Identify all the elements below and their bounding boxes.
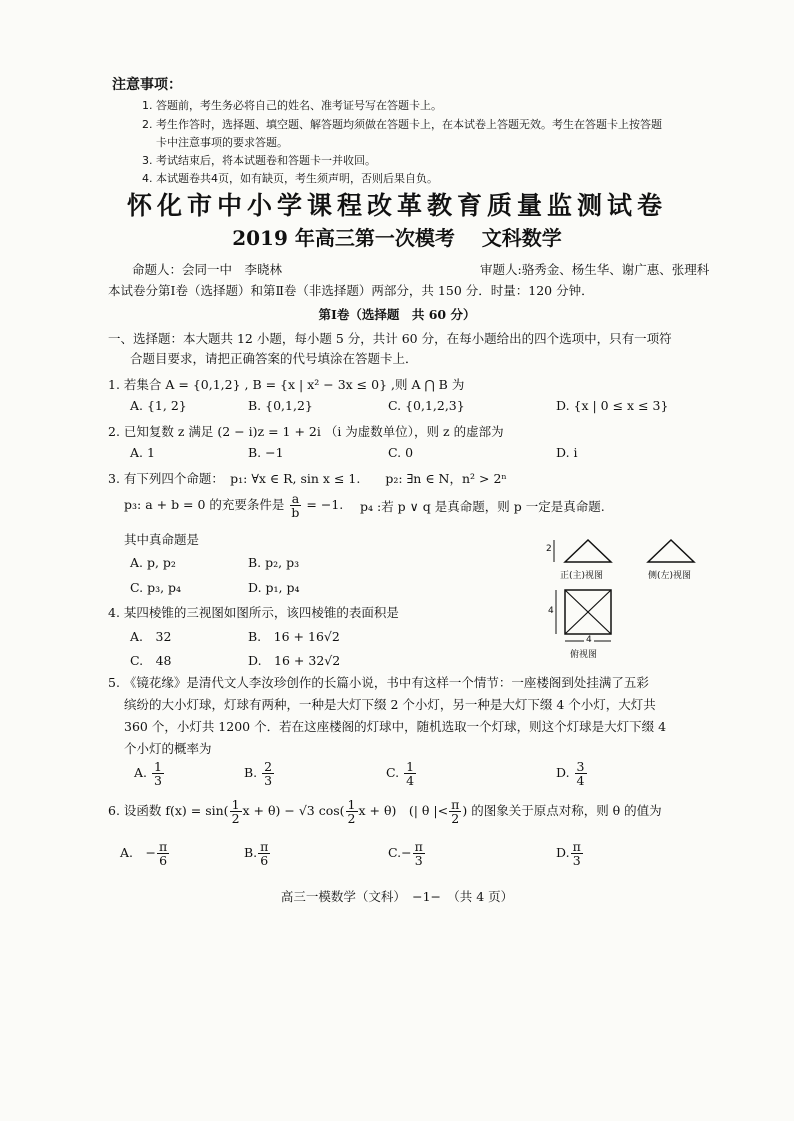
side-view-triangle: [648, 540, 694, 562]
fraction: [258, 840, 270, 867]
front-view-triangle: [565, 540, 611, 562]
notice-item: 1. 答题前，考生务必将自己的姓名、准考证号写在答题卡上。: [142, 99, 442, 112]
option-label: A. −: [120, 845, 156, 861]
part-title: 第Ⅰ卷（选择题 共 60 分）: [318, 307, 476, 322]
fraction: [230, 798, 242, 825]
frac-den: 4: [406, 773, 415, 789]
q6-text: ) 的图象关于原点对称，则 θ 的值为: [462, 803, 662, 819]
option-label: C.: [386, 765, 400, 781]
q2-option-c: C. 0: [388, 445, 414, 460]
option-label: B.: [244, 845, 258, 861]
notice-item: 卡中注意事项的要求答题。: [156, 136, 288, 149]
frac-den: 2: [231, 811, 240, 827]
option-label: C.−: [388, 845, 412, 861]
notice-item: 3. 考试结束后，将本试题卷和答题卡一并收回。: [142, 154, 376, 167]
notice-item: 4. 本试题卷共4页，如有缺页，考生须声明，否则后果自负。: [142, 172, 438, 185]
frac-num: 1: [154, 759, 162, 774]
frac-num: π: [414, 839, 423, 854]
q3-option-d: D. p₁, p₄: [248, 580, 300, 595]
option-label: D.: [556, 765, 570, 781]
q2-option-a: A. 1: [130, 445, 155, 460]
q2-option-b: B. −1: [248, 445, 284, 460]
setter: 命题人：会同一中 李晓林: [132, 262, 283, 277]
q4-option-a: A. 32: [130, 629, 172, 644]
frac-num: π: [572, 839, 581, 854]
q3-prompt: 其中真命题是: [124, 532, 200, 547]
q6-option-a: [120, 840, 170, 867]
question-5-line: 360 个，小灯共 1200 个．若在这座楼阁的灯球中，随机选取一个灯球，则这个灯球是大灯下缀 4: [124, 719, 667, 734]
frac-den: 6: [260, 853, 269, 869]
side-view-label: 侧(左)视图: [648, 571, 692, 581]
q1-option-b: B. {0,1,2}: [248, 398, 313, 413]
option-label: B.: [244, 765, 258, 781]
frac-den: 4: [576, 773, 585, 789]
frac-num: 2: [264, 759, 273, 774]
question-5-line: 个小灯的概率为: [124, 741, 212, 756]
question-4-stem: 4. 某四棱锥的三视图如图所示，该四棱锥的表面积是: [108, 605, 399, 620]
q5-option-b: [244, 760, 275, 787]
q6-text: x + θ) (| θ |<: [358, 803, 449, 819]
three-view-figure: [540, 530, 710, 660]
fraction: [262, 760, 274, 787]
fraction: [157, 840, 169, 867]
q4-option-d: D. 16 + 32√2: [248, 653, 341, 668]
option-label: D.: [556, 845, 570, 861]
frac-den: 3: [264, 773, 273, 789]
exam-subtitle: 2019 年高三第一次模考 文科数学: [232, 226, 562, 250]
q6-text: x + θ) − √3 cos(: [242, 803, 345, 819]
q6-option-c: [388, 840, 426, 867]
q6-option-d: [556, 840, 584, 867]
width-dimension: 4: [586, 635, 592, 645]
q3-frac-num: a: [291, 491, 300, 506]
q5-option-d: [556, 760, 588, 787]
reviewer: 审题人:骆秀金、杨生华、谢广惠、张理科: [480, 262, 710, 277]
fraction: [571, 840, 583, 867]
frac-num: 1: [406, 759, 415, 774]
q5-option-a: [134, 760, 165, 787]
q3-option-a: A. p, p₂: [130, 555, 176, 570]
side-dimension: 4: [548, 606, 554, 616]
fraction: [413, 840, 425, 867]
frac-num: 1: [231, 797, 240, 812]
q1-option-d: D. {x | 0 ≤ x ≤ 3}: [556, 398, 669, 413]
q3-fraction: [289, 492, 301, 519]
q2-option-d: D. i: [556, 445, 578, 460]
height-dimension: 2: [546, 544, 552, 554]
exam-intro: 本试卷分第Ⅰ卷（选择题）和第Ⅱ卷（非选择题）两部分，共 150 分．时量：120 分钟．: [108, 283, 594, 298]
q1-option-c: C. {0,1,2,3}: [388, 398, 465, 413]
section-instructions: 一、选择题：本大题共 12 小题，每小题 5 分，共计 60 分，在每小题给出的四个选项中，只有一项符: [108, 331, 672, 346]
q6-option-b: [244, 840, 271, 867]
q3-option-b: B. p₂, p₃: [248, 555, 300, 570]
question-2-stem: 2. 已知复数 z 满足 (2 − i)z = 1 + 2i （i 为虚数单位），则 z 的虚部为: [108, 424, 504, 439]
frac-den: 3: [414, 853, 423, 869]
frac-num: 3: [576, 759, 585, 774]
top-view-label: 俯视图: [570, 650, 598, 660]
q3-p4: p₄ :若 p ∨ q 是真命题，则 p 一定是真命题.: [360, 499, 605, 514]
q6-text: 6. 设函数 f(x) = sin(: [108, 803, 229, 819]
question-5-line: 5. 《镜花缘》是清代文人李汝珍创作的长篇小说，书中有这样一个情节：一座楼阁到处挂满了五彩: [108, 675, 649, 690]
q4-option-b: B. 16 + 16√2: [248, 629, 340, 644]
fraction: [346, 798, 358, 825]
q3-p3: [124, 492, 343, 519]
q3-p3-tail: = −1.: [306, 497, 344, 513]
q4-option-c: C. 48: [130, 653, 172, 668]
notice-item: 2. 考生作答时，选择题、填空题、解答题均须做在答题卡上，在本试卷上答题无效。考生在答题卡上按答题: [142, 118, 662, 131]
question-5-line: 缤纷的大小灯球，灯球有两种，一种是大灯下缀 2 个小灯，另一种是大灯下缀 4 个小灯，大灯共: [124, 697, 656, 712]
frac-den: 6: [159, 853, 168, 869]
q3-option-c: C. p₃, p₄: [130, 580, 182, 595]
fraction: [449, 798, 461, 825]
frac-num: π: [451, 797, 460, 812]
fraction: [152, 760, 164, 787]
q5-option-c: [386, 760, 417, 787]
option-label: A.: [134, 765, 148, 781]
frac-num: 1: [347, 797, 356, 812]
notice-title: 注意事项：: [112, 77, 182, 93]
section-instructions: 合题目要求，请把正确答案的代号填涂在答题卡上．: [130, 351, 418, 366]
q1-option-a: A. {1, 2}: [130, 398, 187, 413]
question-6-stem: [108, 798, 662, 825]
question-3-stem: 3. 有下列四个命题： p₁: ∀x ∈ R, sin x ≤ 1. p₂: ∃n ∈ N，n² > 2ⁿ: [108, 471, 507, 486]
frac-den: 3: [154, 773, 162, 789]
page-footer: 高三一模数学（文科） −1− （共 4 页）: [280, 889, 514, 904]
fraction: [404, 760, 416, 787]
q3-p3-text: p₃: a + b = 0 的充要条件是: [124, 497, 285, 513]
fraction: [575, 760, 587, 787]
front-view-label: 正(主)视图: [560, 571, 604, 581]
three-view-drawing: [540, 530, 710, 660]
question-1-stem: 1. 若集合 A = {0,1,2} , B = {x | x² − 3x ≤ 0} ,则 A ⋂ B 为: [108, 377, 465, 392]
frac-den: 2: [451, 811, 460, 827]
frac-num: π: [158, 839, 168, 854]
frac-num: π: [260, 839, 269, 854]
q3-frac-den: b: [291, 505, 300, 521]
frac-den: 2: [347, 811, 356, 827]
exam-title: 怀化市中小学课程改革教育质量监测试卷: [126, 191, 667, 220]
frac-den: 3: [572, 853, 581, 869]
